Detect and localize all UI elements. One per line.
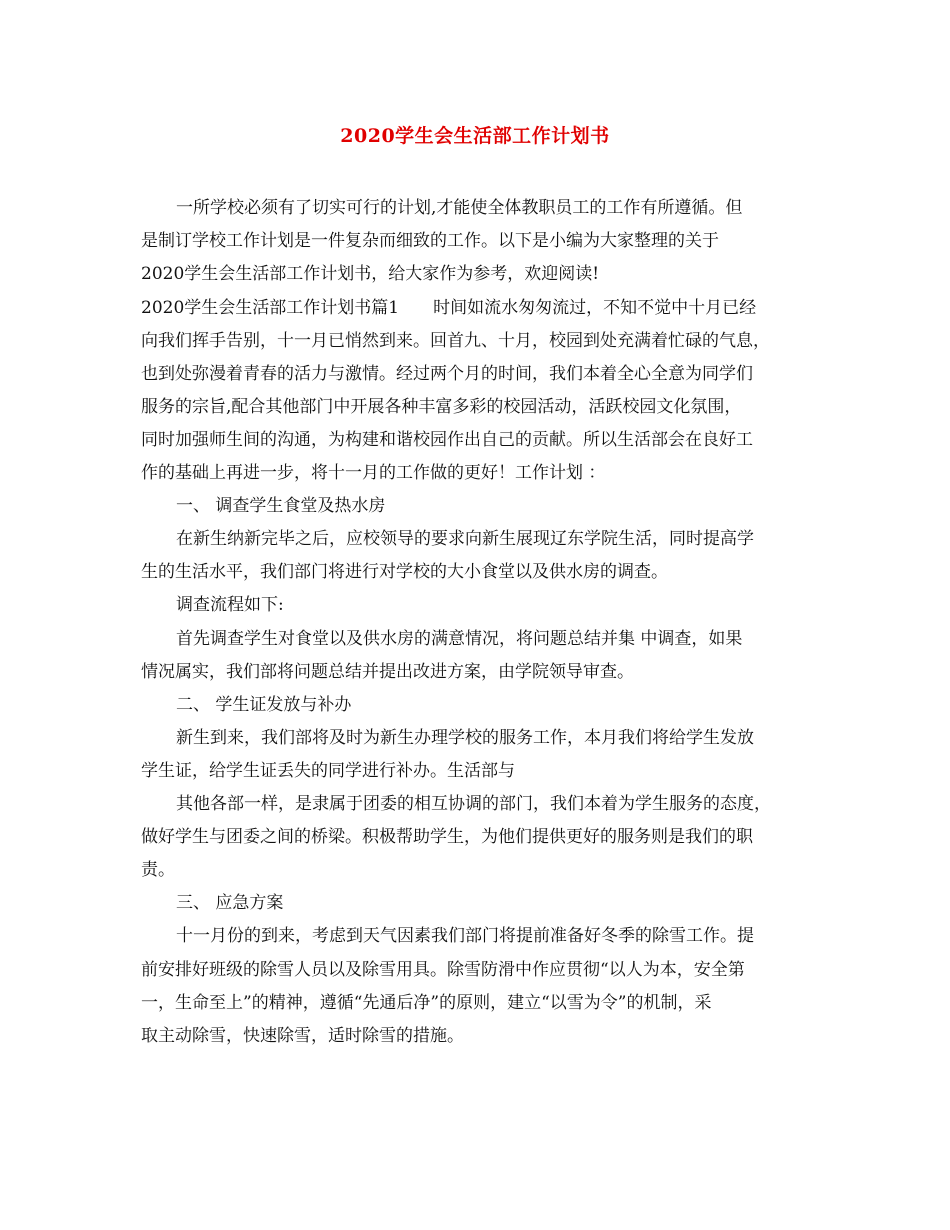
paragraph-line: 向我们挥手告别，十一月已悄然到来。回首九、十月，校园到处充满着忙碌的气息， — [141, 331, 770, 351]
paragraph-line: 在新生纳新完毕之后，应校领导的要求向新生展现辽东学院生活，同时提高学 — [176, 529, 754, 549]
section-heading: 二、 学生证发放与补办 — [176, 695, 352, 715]
paragraph-line: 2020学生会生活部工作计划书篇1 时间如流水匆匆流过，不知不觉中十月已经 — [141, 298, 757, 318]
paragraph-line: 前安排好班级的除雪人员以及除雪用具。除雪防滑中作应贯彻“以人为本，安全第 — [141, 960, 745, 980]
section-heading: 三、 应急方案 — [176, 893, 284, 913]
paragraph-line: 新生到来，我们部将及时为新生办理学校的服务工作，本月我们将给学生发放 — [176, 728, 754, 748]
paragraph-line: 情况属实，我们部将问题总结并提出改进方案，由学院领导审查。 — [141, 662, 634, 682]
paragraph-line: 一所学校必须有了切实可行的计划,才能使全体教职员工的工作有所遵循。但 — [176, 198, 743, 218]
paragraph-line: 2020学生会生活部工作计划书，给大家作为参考，欢迎阅读! — [141, 264, 600, 284]
section-heading: 一、 调查学生食堂及热水房 — [176, 496, 386, 516]
paragraph-line: 同时加强师生间的沟通，为构建和谐校园作出自己的贡献。所以生活部会在良好工 — [141, 430, 753, 450]
paragraph-line: 学生证，给学生证丢失的同学进行补办。生活部与 — [141, 761, 515, 781]
paragraph-line: 服务的宗旨,配合其他部门中开展各种丰富多彩的校园活动，活跃校园文化氛围， — [141, 397, 742, 417]
paragraph-line: 作的基础上再进一步，将十一月的工作做的更好！工作计划 ： — [141, 463, 606, 483]
paragraph-line: 首先调查学生对食堂以及供水房的满意情况，将问题总结并集 中调查，如果 — [176, 629, 743, 649]
paragraph-line: 调查流程如下: — [176, 595, 284, 615]
paragraph-line: 责。 — [141, 860, 175, 880]
paragraph-line: 是制订学校工作计划是一件复杂而细致的工作。以下是小编为大家整理的关于 — [141, 231, 719, 251]
document-title: 2020学生会生活部工作计划书 — [340, 125, 610, 147]
paragraph-line: 也到处弥漫着青春的活力与激情。经过两个月的时间，我们本着全心全意为同学们 — [141, 364, 753, 384]
paragraph-line: 十一月份的到来，考虑到天气因素我们部门将提前准备好冬季的除雪工作。提 — [176, 926, 754, 946]
paragraph-line: 一，生命至上”的精神，遵循“先通后净”的原则，建立“以雪为令”的机制，采 — [141, 993, 712, 1013]
paragraph-line: 生的生活水平，我们部门将进行对学校的大小食堂以及供水房的调查。 — [141, 562, 668, 582]
paragraph-line: 其他各部一样，是隶属于团委的相互协调的部门，我们本着为学生服务的态度， — [176, 794, 771, 814]
paragraph-line: 做好学生与团委之间的桥梁。积极帮助学生，为他们提供更好的服务则是我们的职 — [141, 827, 753, 847]
paragraph-line: 取主动除雪，快速除雪，适时除雪的措施。 — [141, 1026, 464, 1046]
